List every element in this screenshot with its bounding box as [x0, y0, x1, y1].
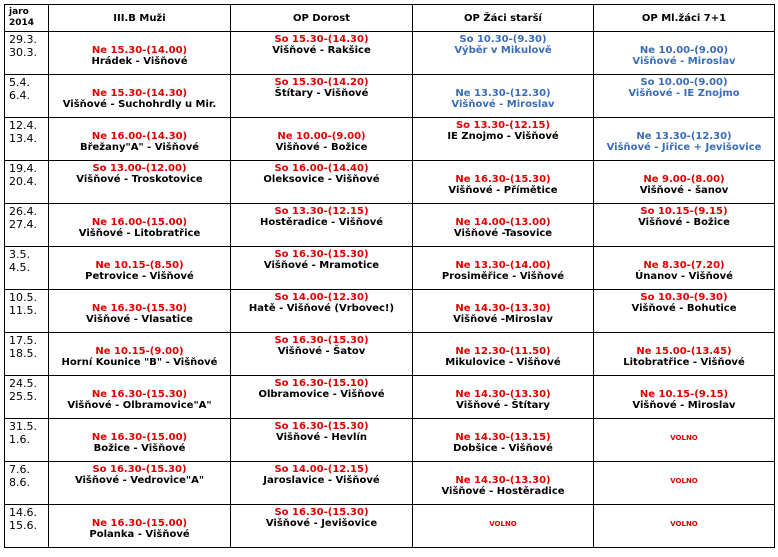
- match-teams: Višňové - IE Znojmo: [628, 88, 740, 99]
- match-teams: Višňové - Přímětice: [448, 185, 558, 196]
- match-time: So 16.30-(15.30): [274, 421, 369, 432]
- match-teams: Višňové -Tasovice: [453, 228, 553, 239]
- season-year: 2014: [9, 18, 35, 28]
- match-time: So 16.30-(15.10): [274, 378, 369, 389]
- match-time: Ne 16.00-(15.00): [91, 217, 188, 228]
- table-row: [5, 462, 775, 505]
- match-teams: Višňové - Olbramovice"A": [67, 400, 212, 411]
- match-time: Ne 16.30-(15.30): [91, 389, 188, 400]
- match-time: Ne 12.30-(11.50): [455, 346, 551, 357]
- match-time: So 16.30-(15.30): [274, 507, 369, 518]
- match-cell-muzi: [49, 204, 231, 247]
- match-time: Ne 14.30-(13.15): [455, 432, 551, 443]
- match-time: Ne 9.00-(8.00): [643, 174, 725, 185]
- match-cell-dorost: [231, 333, 413, 376]
- match-teams: Horní Kounice "B" - Višňové: [61, 357, 218, 368]
- date-cell: 17.5. 18.5.: [5, 333, 49, 376]
- match-cell-ml-zaci: [594, 247, 775, 290]
- match-time: Ne 13.30-(12.30): [636, 131, 732, 142]
- match-time: Ne 14.30-(13.30): [455, 303, 551, 314]
- date-cell: 14.6. 15.6.: [5, 505, 49, 548]
- match-cell-zaci-starsi: [413, 32, 594, 75]
- match-teams: Višňové - Miroslav: [632, 56, 736, 67]
- match-cell-zaci-starsi: [413, 204, 594, 247]
- match-cell-muzi: [49, 32, 231, 75]
- table-row: [5, 376, 775, 419]
- match-teams: Olbramovice - Višňové: [258, 389, 385, 400]
- match-cell-ml-zaci: [594, 333, 775, 376]
- date-cell: 7.6. 8.6.: [5, 462, 49, 505]
- match-teams: Višňové -Miroslav: [453, 314, 553, 325]
- match-cell-ml-zaci: [594, 462, 775, 505]
- match-teams: Višňové - Miroslav: [632, 400, 736, 411]
- match-time: So 16.30-(15.30): [274, 335, 369, 346]
- col-header-dorost: OP Dorost: [231, 5, 413, 32]
- match-cell-zaci-starsi: [413, 161, 594, 204]
- match-cell-dorost: [231, 32, 413, 75]
- match-time: So 15.30-(14.30): [274, 34, 369, 45]
- match-teams: Oleksovice - Višňové: [263, 174, 380, 185]
- match-teams: Hrádek - Višňové: [91, 56, 188, 67]
- match-teams: Višňové - Vedrovice"A": [74, 475, 205, 486]
- match-cell-zaci-starsi: [413, 419, 594, 462]
- match-cell-dorost: [231, 462, 413, 505]
- match-cell-dorost: [231, 419, 413, 462]
- match-cell-dorost: [231, 376, 413, 419]
- date-cell: 19.4. 20.4.: [5, 161, 49, 204]
- match-cell-dorost: [231, 75, 413, 118]
- match-teams: Višňové - Štítary: [456, 400, 550, 411]
- match-cell-muzi: [49, 161, 231, 204]
- match-teams: Višňové - Rakšice: [272, 45, 371, 56]
- match-teams: Višňové - Vlasatice: [86, 314, 193, 325]
- match-cell-zaci-starsi: [413, 75, 594, 118]
- match-cell-ml-zaci: [594, 118, 775, 161]
- match-teams: Višňové - šanov: [639, 185, 729, 196]
- match-time: Ne 15.00-(13.45): [636, 346, 732, 357]
- match-time: Ne 14.30-(13.30): [455, 389, 551, 400]
- match-time: So 10.30-(9.30): [640, 292, 728, 303]
- match-time: Ne 13.30-(12.30): [455, 88, 551, 99]
- match-time: So 14.00-(12.15): [274, 464, 369, 475]
- match-cell-ml-zaci: [594, 32, 775, 75]
- match-time: Ne 8.30-(7.20): [643, 260, 725, 271]
- table-row: [5, 118, 775, 161]
- match-cell-dorost: [231, 161, 413, 204]
- match-time: Ne 10.15-(9.15): [639, 389, 729, 400]
- match-teams: Višňové - Jiřice + Jevišovice: [606, 142, 762, 153]
- match-teams: Višňové - Bohutice: [631, 303, 737, 314]
- match-teams: Hostěradice - Višňové: [259, 217, 384, 228]
- match-teams: Polanka - Višňové: [89, 529, 190, 540]
- match-cell-muzi: [49, 75, 231, 118]
- match-time: Ne 10.15-(8.50): [95, 260, 184, 271]
- match-time: Ne 15.30-(14.30): [91, 88, 188, 99]
- table-row: [5, 75, 775, 118]
- match-cell-zaci-starsi: [413, 118, 594, 161]
- match-teams: Božice - Višňové: [93, 443, 186, 454]
- match-time: So 16.30-(15.30): [274, 249, 369, 260]
- match-cell-muzi: [49, 118, 231, 161]
- table-row: [5, 161, 775, 204]
- match-teams: Břežany"A" - Višňové: [79, 142, 200, 153]
- volno-label: VOLNO: [670, 434, 698, 442]
- match-cell-ml-zaci: [594, 75, 775, 118]
- table-row: [5, 419, 775, 462]
- match-teams: Višňové - Hevlín: [276, 432, 367, 443]
- match-time: So 10.15-(9.15): [640, 206, 728, 217]
- match-time: Ne 16.00-(14.30): [91, 131, 188, 142]
- match-cell-zaci-starsi: [413, 290, 594, 333]
- match-teams: Petrovice - Višňové: [85, 271, 194, 282]
- match-time: Ne 16.30-(15.30): [91, 303, 188, 314]
- match-teams: Višňové - Šatov: [277, 346, 366, 357]
- match-cell-ml-zaci: [594, 505, 775, 548]
- match-teams: Mikulovice - Višňové: [445, 357, 561, 368]
- date-cell: 29.3. 30.3.: [5, 32, 49, 75]
- match-cell-ml-zaci: [594, 376, 775, 419]
- table-row: [5, 247, 775, 290]
- match-time: So 16.00-(14.40): [274, 163, 369, 174]
- date-cell: 12.4. 13.4.: [5, 118, 49, 161]
- match-cell-ml-zaci: [594, 290, 775, 333]
- match-cell-dorost: [231, 290, 413, 333]
- match-time: So 10.00-(9.00): [640, 77, 728, 88]
- date-cell: 5.4. 6.4.: [5, 75, 49, 118]
- match-time: So 16.30-(15.30): [92, 464, 187, 475]
- match-time: Ne 16.30-(15.30): [455, 174, 551, 185]
- match-time: So 13.00-(12.00): [92, 163, 187, 174]
- match-teams: Jaroslavice - Višňové: [263, 475, 380, 486]
- match-time: So 13.30-(12.15): [455, 120, 551, 131]
- match-cell-ml-zaci: [594, 161, 775, 204]
- match-teams: Višňové - Troskotovice: [76, 174, 203, 185]
- match-cell-dorost: [231, 204, 413, 247]
- match-cell-zaci-starsi: [413, 505, 594, 548]
- match-time: So 13.30-(12.15): [274, 206, 369, 217]
- match-teams: Dobšice - Višňové: [453, 443, 553, 454]
- match-cell-zaci-starsi: [413, 247, 594, 290]
- match-teams: Výběr v Mikulově: [454, 45, 552, 56]
- match-cell-muzi: [49, 419, 231, 462]
- match-cell-muzi: [49, 462, 231, 505]
- match-teams: Višňové - Litobratřice: [78, 228, 201, 239]
- table-row: [5, 204, 775, 247]
- match-cell-ml-zaci: [594, 204, 775, 247]
- match-teams: Višňové - Suchohrdly u Mir.: [62, 99, 217, 110]
- match-time: Ne 10.15-(9.00): [95, 346, 184, 357]
- header-row: [5, 5, 775, 32]
- match-cell-zaci-starsi: [413, 333, 594, 376]
- match-time: Ne 15.30-(14.00): [91, 45, 188, 56]
- volno-label: VOLNO: [670, 520, 698, 528]
- match-teams: Višňové - Miroslav: [451, 99, 555, 110]
- volno-label: VOLNO: [489, 520, 517, 528]
- match-teams: Višňové - Jevišovice: [265, 518, 378, 529]
- match-time: So 15.30-(14.20): [274, 77, 369, 88]
- date-cell: 24.5. 25.5.: [5, 376, 49, 419]
- match-time: Ne 14.00-(13.00): [455, 217, 551, 228]
- match-cell-dorost: [231, 505, 413, 548]
- match-time: Ne 16.30-(15.00): [91, 518, 188, 529]
- match-time: Ne 13.30-(14.00): [455, 260, 551, 271]
- match-cell-muzi: [49, 247, 231, 290]
- table-row: [5, 505, 775, 548]
- match-cell-zaci-starsi: [413, 376, 594, 419]
- match-teams: Prosiměřice - Višňové: [441, 271, 565, 282]
- table-row: [5, 333, 775, 376]
- date-cell: 31.5. 1.6.: [5, 419, 49, 462]
- match-teams: Višňové - Mramotice: [263, 260, 380, 271]
- match-time: Ne 10.00-(9.00): [277, 131, 366, 142]
- match-teams: IE Znojmo - Višňové: [447, 131, 559, 142]
- match-teams: Višňové - Hostěradice: [441, 486, 565, 497]
- season-label: jaro: [9, 7, 29, 17]
- match-teams: Višňové - Božice: [638, 217, 730, 228]
- match-teams: Štítary - Višňové: [274, 88, 369, 99]
- table-row: [5, 32, 775, 75]
- match-cell-muzi: [49, 333, 231, 376]
- match-cell-ml-zaci: [594, 419, 775, 462]
- col-header-muzi: III.B Muži: [49, 5, 231, 32]
- match-cell-muzi: [49, 290, 231, 333]
- match-schedule-table: [4, 4, 775, 548]
- table-row: [5, 290, 775, 333]
- match-time: So 10.30-(9.30): [459, 34, 547, 45]
- match-cell-dorost: [231, 247, 413, 290]
- date-cell: 3.5. 4.5.: [5, 247, 49, 290]
- match-cell-zaci-starsi: [413, 462, 594, 505]
- date-cell: 10.5. 11.5.: [5, 290, 49, 333]
- volno-label: VOLNO: [670, 477, 698, 485]
- col-header-zaci-starsi: OP Žáci starší: [413, 5, 594, 32]
- col-header-ml-zaci: OP Ml.žáci 7+1: [594, 5, 775, 32]
- season-header: [5, 5, 49, 32]
- match-time: Ne 14.30-(13.30): [455, 475, 551, 486]
- match-teams: Hatě - Višňové (Vrbovec!): [248, 303, 395, 314]
- match-time: So 14.00-(12.30): [274, 292, 369, 303]
- match-teams: Únanov - Višňové: [635, 271, 733, 282]
- date-cell: 26.4. 27.4.: [5, 204, 49, 247]
- match-cell-dorost: [231, 118, 413, 161]
- match-time: Ne 16.30-(15.00): [91, 432, 188, 443]
- match-teams: Višňové - Božice: [275, 142, 368, 153]
- match-cell-muzi: [49, 505, 231, 548]
- match-time: Ne 10.00-(9.00): [639, 45, 729, 56]
- match-cell-muzi: [49, 376, 231, 419]
- match-teams: Litobratřice - Višňové: [623, 357, 745, 368]
